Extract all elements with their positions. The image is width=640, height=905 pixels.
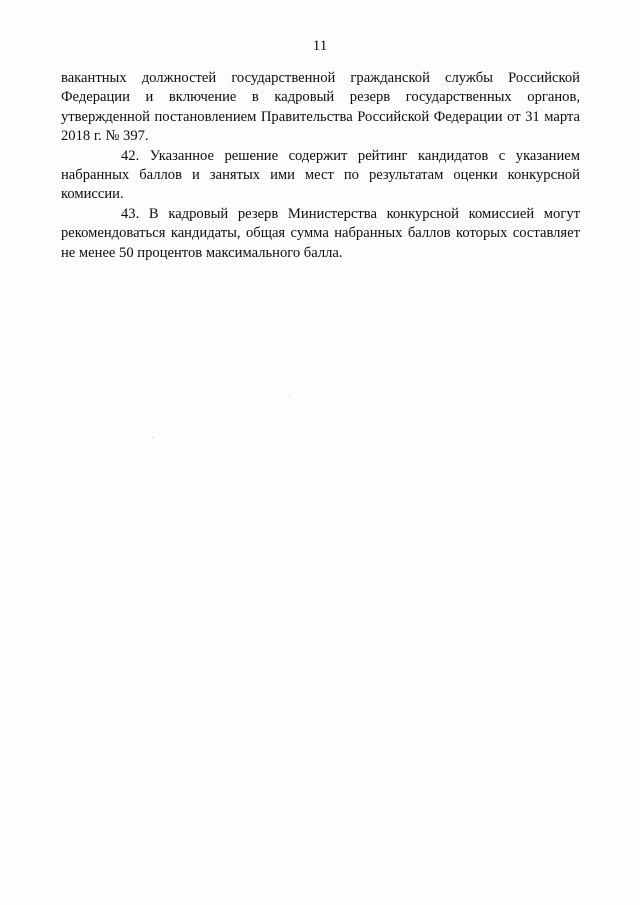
paragraph-clause-43: 43. В кадровый резерв Министерства конкурсной комиссией могут рекомендоваться кандидаты, общая сумма набранных баллов которых составляет не менее 50 процентов максимального балла. xyxy=(61,205,580,261)
page-number: 11 xyxy=(312,38,328,54)
scan-speck xyxy=(152,437,153,438)
document-body xyxy=(61,69,580,263)
paragraph-continuation: вакантных должностей государственной гражданской службы Российской Федерации и включение в кадровый резерв государственных органов, утвержденной постановлением Правительства Российской Федерации от 31 марта 2018 г. № 397. xyxy=(61,70,580,145)
paragraph-clause-42: 42. Указанное решение содержит рейтинг кандидатов с указанием набранных баллов и занятых ими мест по результатам оценки конкурсной комиссии. xyxy=(61,147,580,203)
scan-speck xyxy=(289,396,290,397)
